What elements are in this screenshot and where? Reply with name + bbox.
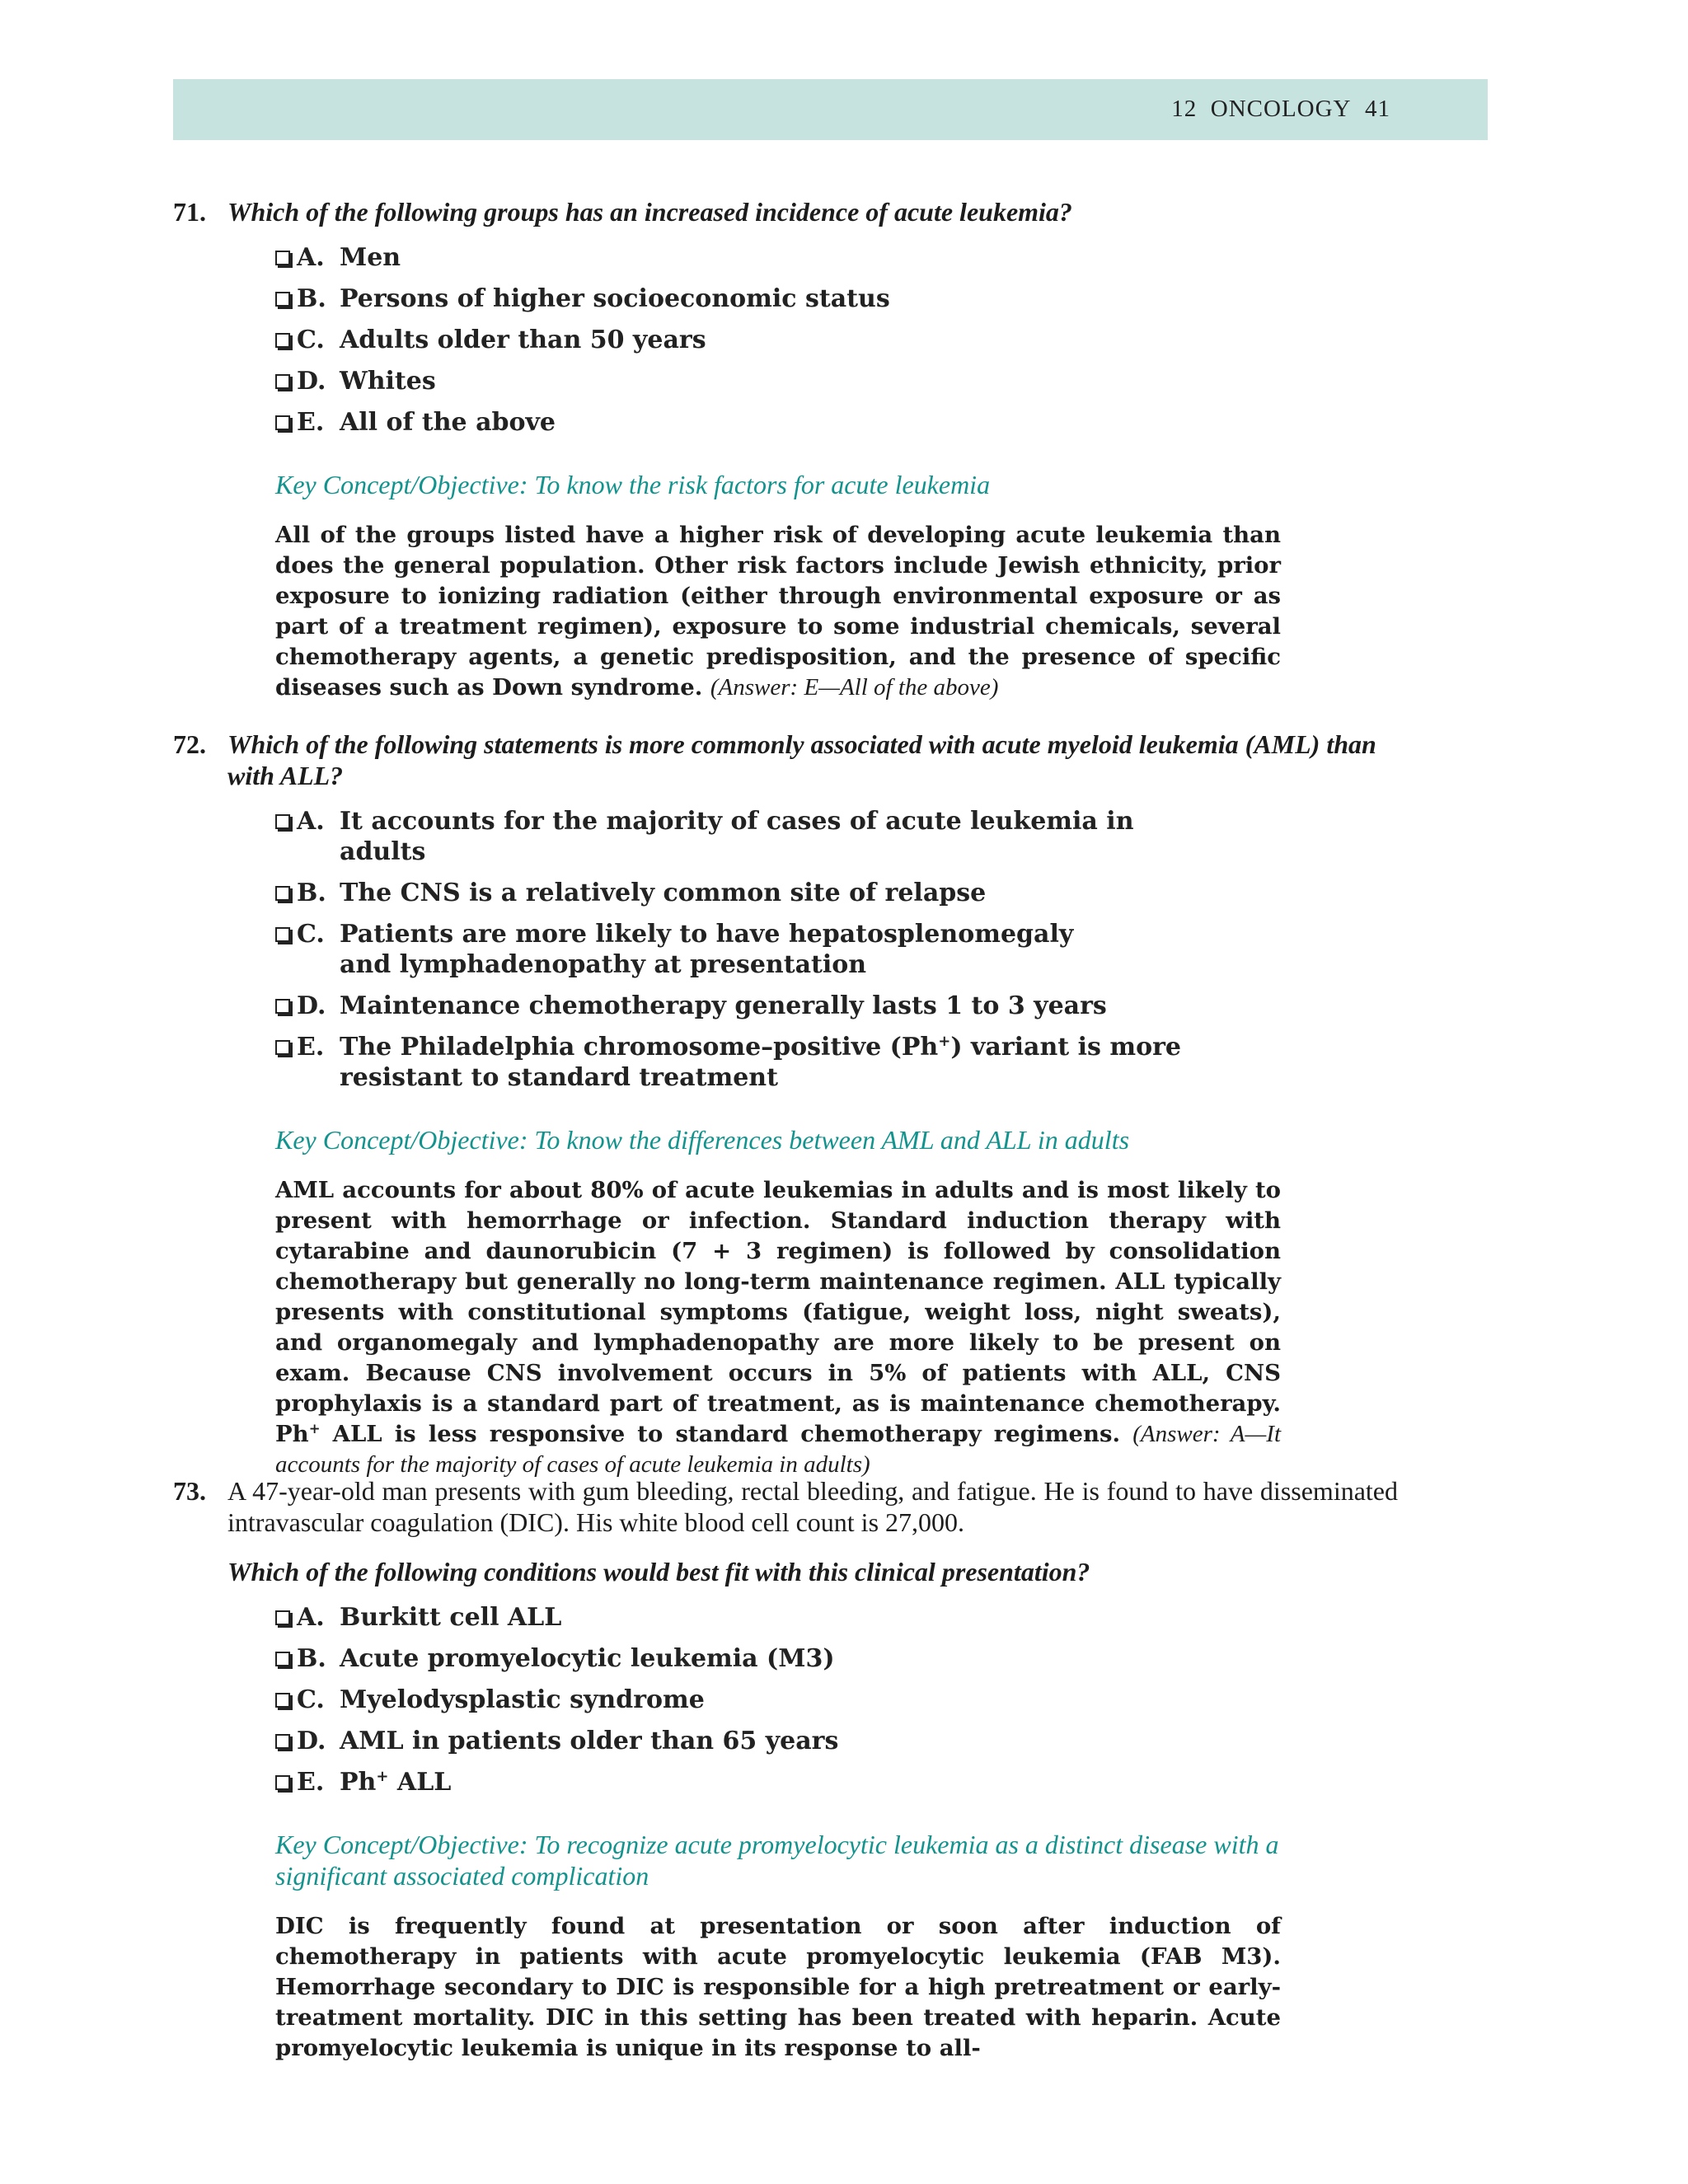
key-concept: Key Concept/Objective: To know the differences between AML and ALL in adults [275,1125,1130,1155]
key-concept: Key Concept/Objective: To know the risk factors for acute leukemia [275,470,991,499]
question-number: 71. [173,197,206,227]
question-number: 72. [173,729,206,759]
running-header [173,79,1488,140]
checkbox-icon[interactable] [275,1610,290,1625]
checkbox-icon[interactable] [275,927,290,942]
answer: (Answer: E—All of the above) [710,674,999,701]
option-b[interactable]: B. The CNS is a relatively common site of relapse [275,878,1182,908]
answer-options [275,242,1409,438]
option-c[interactable]: C. Adults older than 50 years [275,325,1182,355]
chapter-number: 12 [1171,96,1198,122]
option-e[interactable]: E. The Philadelphia chromosome–positive (Ph+) variant is more resistant to standard treatment [275,1032,1182,1093]
checkbox-icon[interactable] [275,999,290,1014]
checkbox-icon[interactable] [275,1040,290,1055]
checkbox-icon[interactable] [275,814,290,829]
option-b[interactable]: B. Acute promyelocytic leukemia (M3) [275,1643,1182,1674]
question-stem: A 47-year-old man presents with gum bleeding, rectal bleeding, and fatigue. He is found to have disseminated intravascular coagulation (DIC). His white blood cell count is 27,000. [227,1476,1398,1537]
key-concept: Key Concept/Objective: To recognize acute promyelocytic leukemia as a distinct disease with a significant associated complication [275,1830,1279,1891]
option-a[interactable]: A. Burkitt cell ALL [275,1602,1182,1633]
option-e[interactable]: E. Ph+ ALL [275,1767,1182,1797]
question-number: 73. [173,1476,206,1506]
checkbox-icon[interactable] [275,1693,290,1708]
question-text: Which of the following statements is more commonly associated with acute myeloid leukemia (AML) than with ALL? [227,729,1376,790]
checkbox-icon[interactable] [275,1652,290,1666]
explanation: DIC is frequently found at presentation or soon after induction of chemotherapy in patients with acute promyelocytic leukemia (FAB M3). Hemorrhage secondary to DIC is responsible for a high pretreatment or early-treatment mortality. DIC in this setting has been treated with heparin. Acute promyelocytic leukemia is unique in its response to all- [275,1913,1281,2061]
checkbox-icon[interactable] [275,251,290,265]
checkbox-icon[interactable] [275,415,290,430]
answer-options [275,1602,1409,1797]
option-b[interactable]: B. Persons of higher socioeconomic status [275,284,1182,314]
page-number: 41 [1365,96,1390,122]
checkbox-icon[interactable] [275,374,290,389]
chapter-title: ONCOLOGY [1210,96,1352,122]
question-71 [173,196,1409,703]
header-text [1171,96,1390,123]
answer: (Answer: A—It accounts for the majority of cases of acute leukemia in adults) [275,1421,1282,1478]
checkbox-icon[interactable] [275,333,290,348]
option-c[interactable]: C. Patients are more likely to have hepatosplenomegaly and lymphadenopathy at presentation [275,919,1182,980]
question-text: Which of the following conditions would best fit with this clinical presentation? [227,1557,1090,1586]
question-73 [173,1475,1409,2064]
explanation: AML accounts for about 80% of acute leukemias in adults and is most likely to present with hemorrhage or infection. Standard induction therapy with cytarabine and daunorubicin (7 + 3 regimen) is followed by consolidation chemotherapy but generally no long-term maintenance regimen. ALL typically presents with constitutional symptoms (fatigue, weight loss, night sweats), and organomegaly and lymphadenopathy are more likely to be present on exam. Because CNS involvement occurs in 5% of patients with ALL, CNS prophylaxis is a standard part of treatment, as is maintenance chemotherapy. Ph+ ALL is less responsive to standard chemotherapy regimens. (Answer: A—It accounts for the majority of cases of acute leukemia in adults) [275,1177,1282,1478]
option-d[interactable]: D. AML in patients older than 65 years [275,1726,1182,1756]
explanation: All of the groups listed have a higher risk of developing acute leukemia than does the general population. Other risk factors include Jewish ethnicity, prior exposure to ionizing radiation (either through environmental exposure or as part of a treatment regimen), exposure to some industrial chemicals, several chemotherapy agents, a genetic predisposition, and the presence of specific diseases such as Down syndrome. (Answer: E—All of the above) [275,522,1281,701]
option-e[interactable]: E. All of the above [275,407,1182,438]
option-d[interactable]: D. Whites [275,366,1182,396]
option-c[interactable]: C. Myelodysplastic syndrome [275,1685,1182,1715]
checkbox-icon[interactable] [275,1734,290,1749]
question-72 [173,729,1409,1480]
checkbox-icon[interactable] [275,886,290,901]
answer-options [275,806,1409,1093]
option-d[interactable]: D. Maintenance chemotherapy generally lasts 1 to 3 years [275,991,1182,1021]
option-a[interactable]: A. It accounts for the majority of cases of acute leukemia in adults [275,806,1182,867]
checkbox-icon[interactable] [275,292,290,307]
option-a[interactable]: A. Men [275,242,1182,273]
question-text: Which of the following groups has an increased incidence of acute leukemia? [227,197,1072,227]
checkbox-icon[interactable] [275,1775,290,1790]
